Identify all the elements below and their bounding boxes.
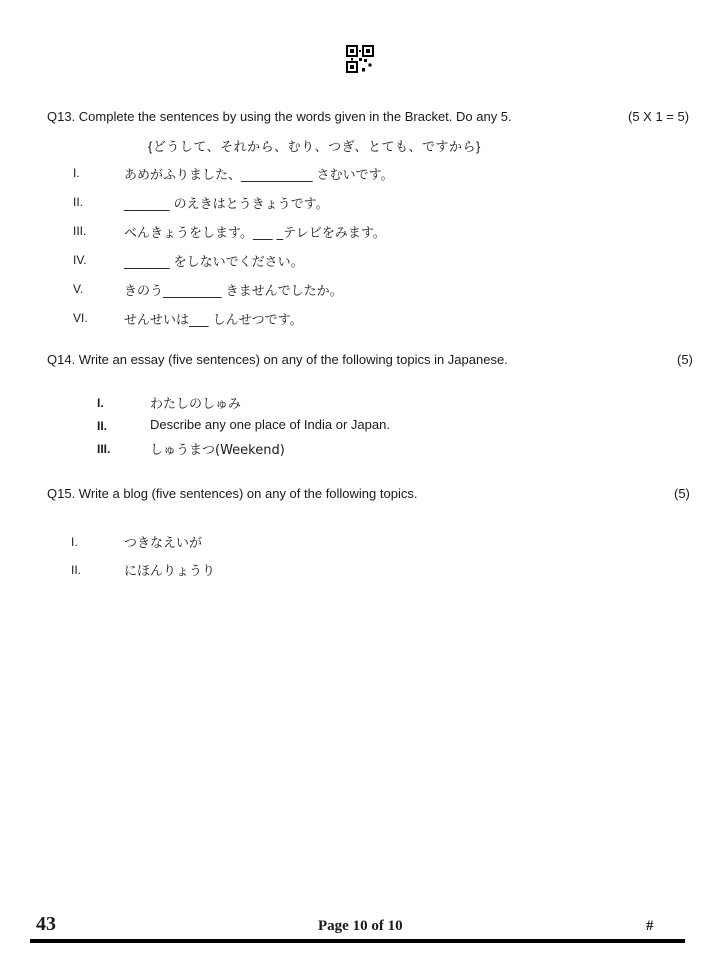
q15-question: Q15. Write a blog (five sentences) on any of the following topics. bbox=[47, 486, 418, 501]
q13-item-text: きのう_________ きませんでしたか。 bbox=[124, 284, 343, 299]
q13-item-num: IV. bbox=[73, 253, 87, 267]
qr-code-icon bbox=[346, 45, 374, 73]
q13-item-num: III. bbox=[73, 224, 87, 238]
q15-item-text: つきなえいが bbox=[124, 536, 203, 551]
footer-rule bbox=[30, 939, 685, 943]
q15-item-text: にほんりょうり bbox=[124, 564, 216, 579]
page-number: Page 10 of 10 bbox=[318, 918, 403, 934]
q13-word-bank: {どうして、それから、むり、つぎ、とても、ですから} bbox=[148, 139, 481, 154]
q14-item-text: Describe any one place of India or Japan. bbox=[150, 417, 390, 432]
footer-number: 43 bbox=[36, 913, 56, 935]
q13-item-num: VI. bbox=[73, 311, 88, 325]
q13-item-text: _______ のえきはとうきょうです。 bbox=[124, 197, 329, 212]
q14-item-num: I. bbox=[97, 396, 104, 410]
q14-item-text: わたしのしゅみ bbox=[150, 397, 242, 412]
q13-item-text: べんきょうをします。___ _テレビをみます。 bbox=[124, 226, 386, 241]
q13-item-num: II. bbox=[73, 195, 84, 209]
q14-marks: (5) bbox=[677, 352, 693, 367]
q14-item-num: III. bbox=[97, 442, 111, 456]
q15-item-num: II. bbox=[71, 563, 82, 577]
footer-hash: # bbox=[646, 918, 654, 934]
q13-item-text: _______ をしないでください。 bbox=[124, 255, 304, 270]
q15-marks: (5) bbox=[674, 486, 690, 501]
q13-item-num: V. bbox=[73, 282, 84, 296]
q13-item-text: せんせいは___ しんせつです。 bbox=[124, 313, 303, 328]
q13-marks: (5 X 1 = 5) bbox=[628, 109, 690, 124]
q15-item-num: I. bbox=[71, 535, 78, 549]
q14-item-text: しゅうまつ(Weekend) bbox=[150, 443, 285, 458]
q13-item-text: あめがふりました、___________ さむいです。 bbox=[124, 168, 394, 183]
q13-question: Q13. Complete the sentences by using the words given in the Bracket. Do any 5. bbox=[47, 109, 512, 124]
q14-item-num: II. bbox=[97, 419, 108, 433]
q14-question: Q14. Write an essay (five sentences) on any of the following topics in Japanese. bbox=[47, 352, 508, 367]
q13-item-num: I. bbox=[73, 166, 80, 180]
